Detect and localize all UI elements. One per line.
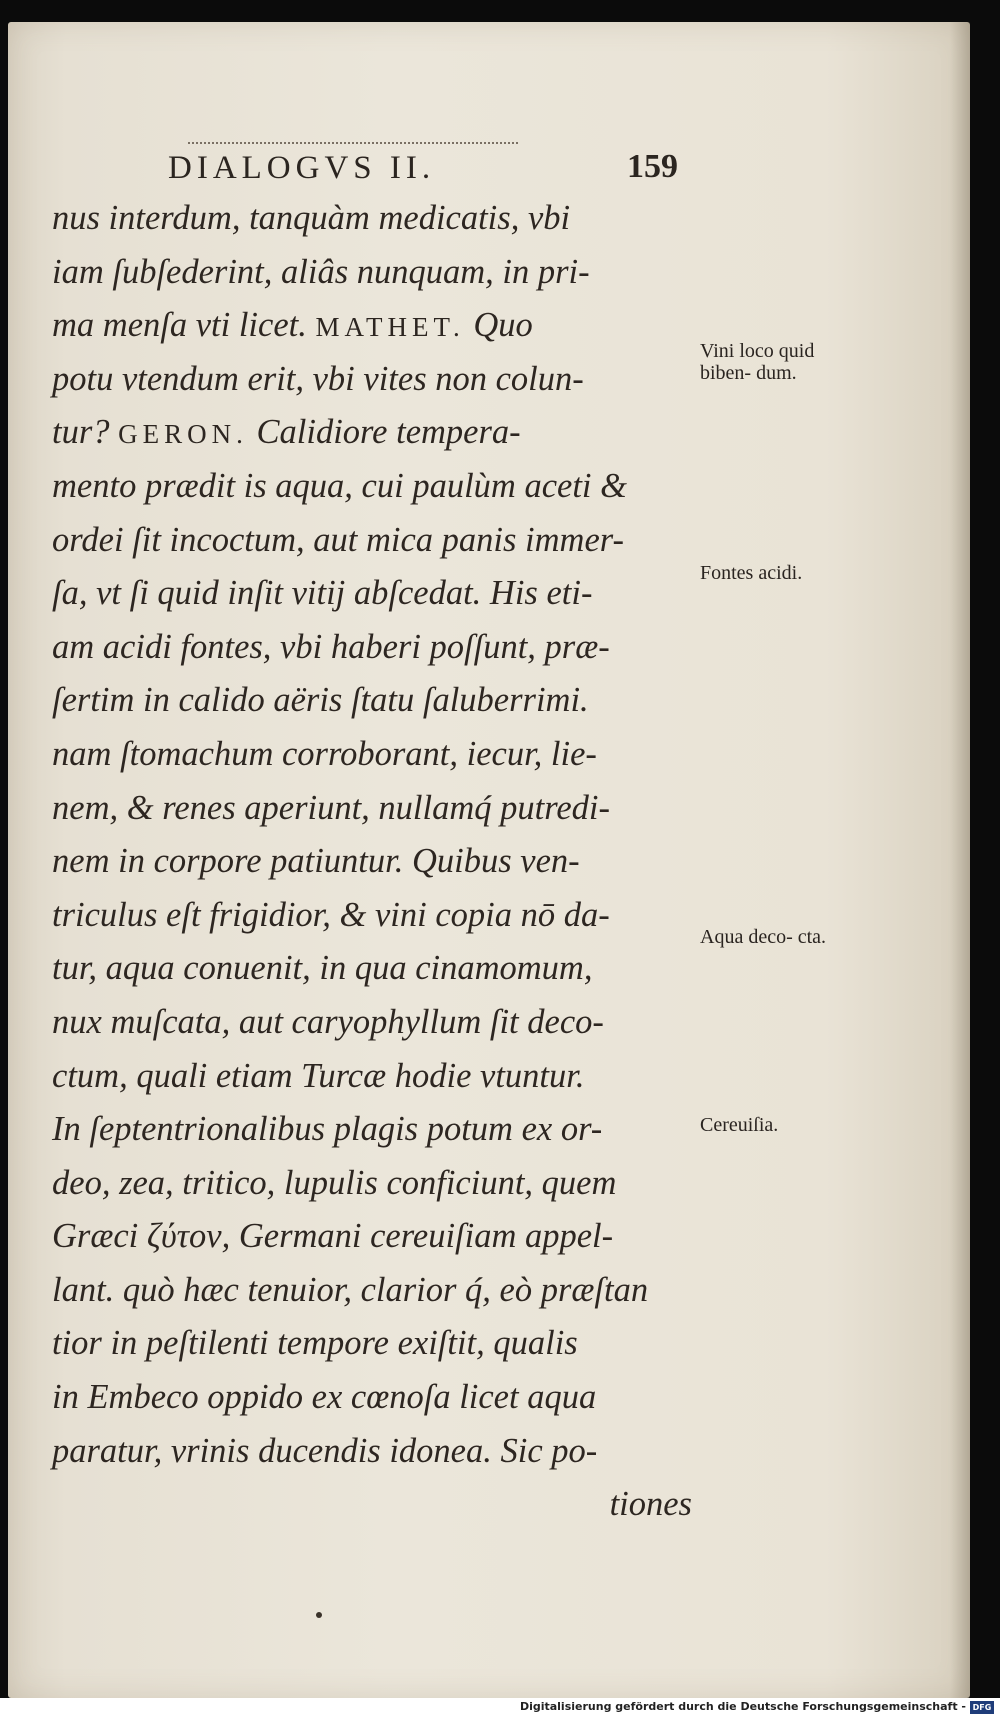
text-line: nux muſcata, aut caryophyllum ſit deco- [52, 1002, 604, 1041]
header-rule [188, 142, 518, 146]
text-line: ſa, vt ſi quid inſit vitij abſcedat. His eti- [52, 574, 593, 613]
margin-note-aqua-decocta: Aqua deco- cta. [700, 926, 827, 948]
book-page [8, 22, 970, 1698]
text-line: potu vtendum erit, vbi vites non colun- [52, 359, 584, 398]
text-line [52, 406, 692, 460]
text-line [52, 299, 692, 353]
text-line: ordei ſit incoctum, aut mica panis immer- [52, 520, 624, 559]
footer-bar [0, 1698, 1000, 1718]
speaker-mathet: MATHET. [315, 312, 465, 343]
text-line: Græci ζύτον, Germani cereuiſiam appel- [52, 1217, 614, 1256]
text-segment: Quo [473, 306, 533, 345]
catchword: tiones [609, 1485, 692, 1524]
text-line: am acidi fontes, vbi haberi poſſunt, præ- [52, 627, 610, 666]
text-line: tur, aqua conuenit, in qua cinamomum, [52, 949, 593, 988]
funding-credit: Digitalisierung gefördert durch die Deutsche Forschungsgemeinschaft - [519, 1700, 966, 1713]
text-line: lant. quò hæc tenuior, clarior q́, eò præſtan [52, 1270, 649, 1309]
text-segment: ma menſa vti licet. [52, 306, 307, 345]
page-header [168, 142, 678, 186]
text-line: mento prædit is aqua, cui paulùm aceti & [52, 466, 627, 505]
dfg-logo: DFG [970, 1701, 994, 1714]
text-line: ſertim in calido aëris ſtatu ſaluberrimi. [52, 681, 589, 720]
text-line: nem, & renes aperiunt, nullamq́ putredi- [52, 788, 610, 827]
text-line: in Embeco oppido ex cœnoſa licet aqua [52, 1378, 597, 1417]
text-line: triculus eſt frigidior, & vini copia nō da- [52, 895, 610, 934]
text-line: nam ſtomachum corroborant, iecur, lie- [52, 734, 597, 773]
text-line: nus interdum, tanquàm medicatis, vbi [52, 199, 571, 237]
page-edge-shadow [950, 22, 970, 1698]
text-segment: tur? [52, 413, 110, 452]
text-line: ctum, quali etiam Turcæ hodie vtuntur. [52, 1056, 585, 1095]
text-segment: Calidiore tempera- [256, 413, 521, 452]
text-line: iam ſubſederint, aliâs nunquam, in pri- [52, 252, 590, 291]
text-line: In ſeptentrionalibus plagis potum ex or- [52, 1110, 603, 1149]
text-line: nem in corpore patiuntur. Quibus ven- [52, 842, 580, 881]
margin-note-vini-loco: Vini loco quid biben- dum. [700, 340, 815, 384]
text-line: deo, zea, tritico, lupulis conficiunt, quem [52, 1163, 617, 1202]
margin-note-cereuisia: Cereuiſia. [700, 1114, 779, 1136]
body-text [52, 192, 692, 1532]
speaker-geron: GERON. [118, 419, 248, 450]
margin-note-fontes-acidi: Fontes acidi. [700, 562, 803, 584]
text-line: paratur, vrinis ducendis idonea. Sic po- [52, 1431, 598, 1470]
running-title: DIALOGVS II. [168, 150, 436, 186]
text-line: tior in peſtilenti tempore exiſtit, qualis [52, 1324, 578, 1363]
page-number: 159 [627, 148, 678, 185]
ink-speck [316, 1612, 322, 1618]
